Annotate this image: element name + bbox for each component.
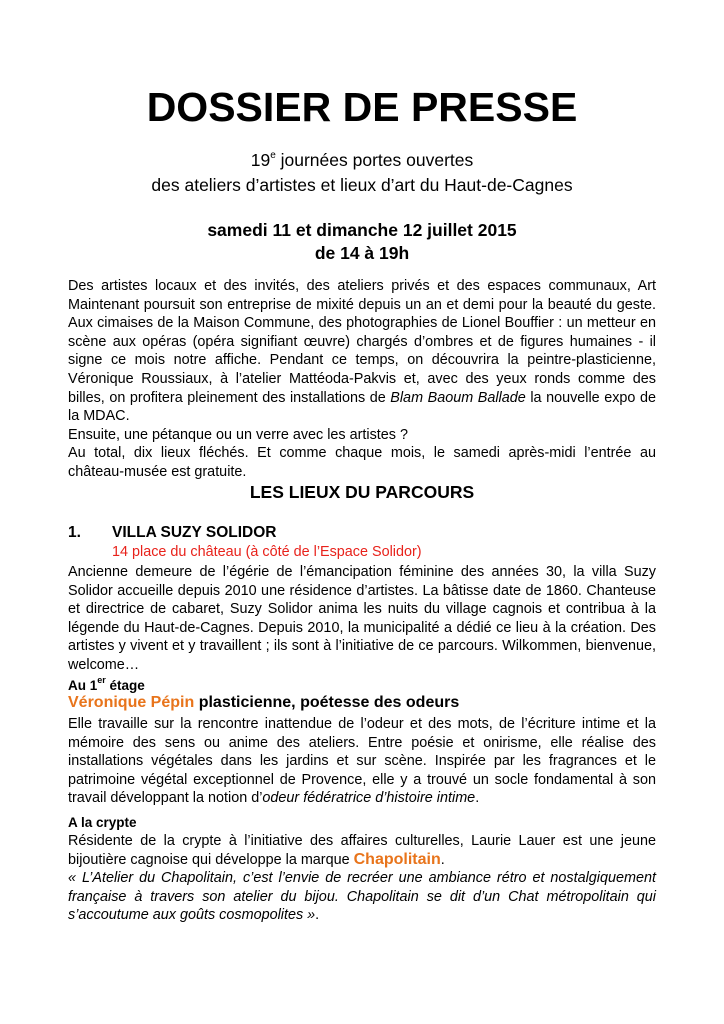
dates-line-2: de 14 à 19h — [314, 243, 410, 263]
first-floor-label: Au 1er étage — [68, 675, 145, 693]
artist-description: Elle travaille sur la rencontre inattendue de l’odeur et des mots, de l’écriture intime et la mémoire des sens ou anime des ateliers. Entre poésie et onirisme, elle réalise des installations végétales dans les jardins et sur scène. Inspirée par les fragrances et le patrimoine végétal exceptionnel de Provence, elle y a trouvé un socle fondamental à son travail développant la notion d’odeur fédératrice d’histoire intime. — [68, 716, 656, 807]
brand-quote: « L’Atelier du Chapolitain, c’est l’envie de recréer une ambiance rétro et nostalgiquement française à travers son atelier du bijou. Chapolitain se dit d’un Chat métropolitain qui s’accoutume aux goûts cosmopolites » — [68, 870, 656, 924]
venue-1-address: 14 place du château (à côté de l’Espace Solidor) — [112, 544, 422, 560]
artist-name: Véronique Pépin — [68, 694, 195, 711]
brand-name: Chapolitain — [353, 850, 441, 868]
venue-1-number: 1. — [68, 524, 81, 541]
subtitle-line-2: des ateliers d’artistes et lieux d’art du Haut-de-Cagnes — [151, 175, 573, 195]
event-dates — [0, 219, 724, 265]
artist-concept: odeur fédératrice d’histoire intime — [262, 790, 476, 807]
document-title: DOSSIER DE PRESSE — [146, 84, 578, 130]
artist-role: plasticienne, poétesse des odeurs — [194, 694, 460, 711]
venue-1-name: VILLA SUZY SOLIDOR — [112, 524, 277, 541]
intro-paragraph-3: Au total, dix lieux fléchés. Et comme chaque mois, le samedi après-midi l’entrée au château-musée est gratuite. — [68, 445, 656, 480]
subtitle-line-1: 19e journées portes ouvertes — [250, 150, 474, 170]
dates-line-1: samedi 11 et dimanche 12 juillet 2015 — [207, 220, 517, 240]
venue-1-description: Ancienne demeure de l’égérie de l’émancipation féminine des années 30, la villa Suzy Solidor accueille depuis 2010 une résidence d’artistes. La bâtisse date de 1860. Chanteuse et directrice de cabaret, Suzy Solidor anima les nuits du village cagnois et contribua à la légende du Haut-de-Cagnes. Depuis 2010, la municipalité a dédié ce lieu à la création. Des artistes y vivent et y travaillent ; ils sont à l’initiative de ce parcours. Wilkommen, bienvenue, welcome… — [68, 564, 656, 673]
event-subtitle — [0, 148, 724, 198]
crypt-label: A la crypte — [68, 815, 137, 830]
section-heading: LES LIEUX DU PARCOURS — [249, 482, 475, 502]
intro-paragraph-1: Des artistes locaux et des invités, des ateliers privés et des espaces communaux, Art Maintenant poursuit son entreprise de mixité depuis un an et demi pour la beauté du geste. Aux cimaises de la Maison Commune, des photographies de Lionel Bouffier : un metteur en scène aux opéras (opéra signifiant œuvre) chargés d’ombres et de figures humaines - il signe ce mois notre affiche. Pendant ce temps, on découvrira la peintre-plasticienne, Véronique Roussiaux, à l’atelier Mattéoda-Pakvis et, avec des yeux ronds comme des billes, on profitera pleinement des installations de Blam Baoum Ballade la nouvelle expo de la MDAC. — [68, 278, 656, 425]
crypt-description: Résidente de la crypte à l’initiative des affaires culturelles, Laurie Lauer est une jeune bijoutière cagnoise qui développe la marque Chapolitain. « L’Atelier du Chapolitain, c’est l’envie de recréer une ambiance rétro et nostalgiquement française à travers son atelier du bijou. Chapolitain se dit d’un Chat métropolitain qui s’accoutume aux goûts cosmopolites ». — [68, 833, 656, 924]
exhibition-title: Blam Baoum Ballade — [390, 389, 526, 406]
venue-1-title — [68, 524, 276, 542]
intro-paragraph-2: Ensuite, une pétanque ou un verre avec les artistes ? — [68, 426, 408, 443]
intro-text — [68, 277, 656, 482]
artist-heading — [68, 694, 459, 712]
